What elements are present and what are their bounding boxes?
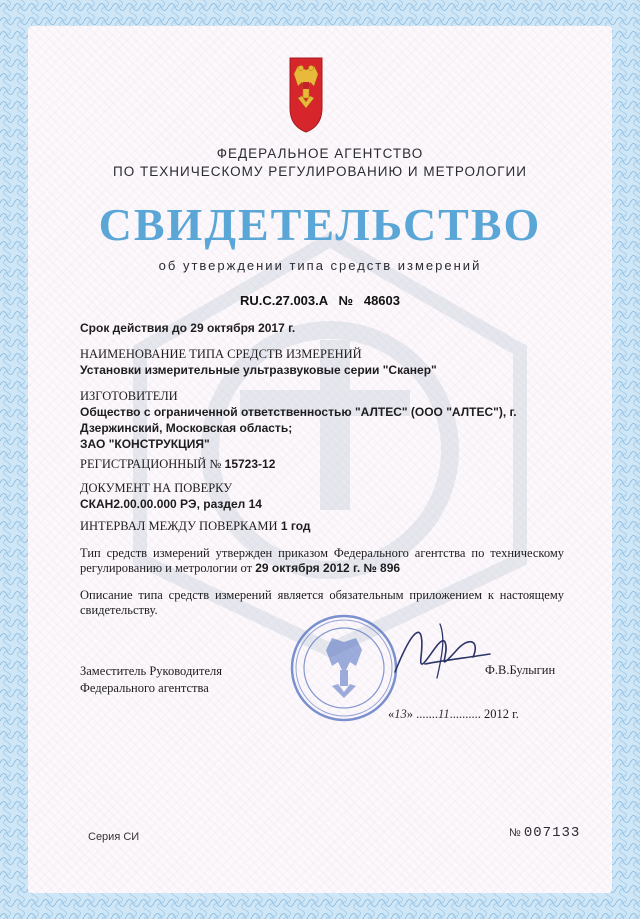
signatory-position — [80, 663, 222, 697]
manufacturer-line1: Общество с ограниченной ответственностью "АЛТЕС" (ООО "АЛТЕС"), г. — [80, 405, 517, 419]
certificate-number — [0, 293, 640, 308]
document-title: СВИДЕТЕЛЬСТВО — [98, 199, 542, 250]
interval-value: 1 год — [280, 519, 311, 533]
signature-year: 2012 г. — [483, 707, 519, 721]
form-number-value: 007133 — [523, 825, 581, 841]
manufacturer-line3: ЗАО "КОНСТРУКЦИЯ" — [80, 437, 210, 451]
verification-doc-value: СКАН2.00.00.000 РЭ, раздел 14 — [80, 497, 262, 511]
manufacturer-line2: Дзержинский, Московская область; — [80, 421, 293, 435]
signature-month: 11 — [438, 707, 450, 721]
document-subtitle: об утверждении типа средств измерений — [158, 258, 482, 273]
instrument-section — [80, 346, 580, 378]
signatory-name: Ф.В.Булыгин — [485, 663, 556, 677]
validity-label: Срок действия до — [80, 321, 187, 335]
certificate-id: RU.C.27.003.A — [239, 293, 328, 308]
certificate-serial: 48603 — [363, 293, 400, 308]
registration-value: 15723-12 — [224, 457, 276, 471]
official-seal-stamp — [288, 612, 400, 724]
description-note: Описание типа средств измерений является обязательным приложением к настоящему свидетельству. — [80, 588, 564, 617]
approval-order-number: № 896 — [363, 561, 401, 575]
manufacturers-section — [80, 388, 580, 452]
agency-name-line1: ФЕДЕРАЛЬНОЕ АГЕНТСТВО — [216, 146, 424, 161]
form-number-sign: № — [509, 827, 521, 839]
verification-doc-label: ДОКУМЕНТ НА ПОВЕРКУ — [80, 481, 233, 495]
approval-text: Тип средств измерений утвержден приказом Федерального агентства по техническому регулированию и метрологии от — [80, 546, 564, 575]
signatory-position-line1: Заместитель Руководителя — [80, 664, 222, 678]
signature-day: 13 — [394, 707, 407, 721]
approval-paragraph — [80, 546, 564, 576]
instrument-value: Установки измерительные ультразвуковые серии "Сканер" — [80, 363, 437, 377]
validity-date: 29 октября 2017 г. — [190, 321, 296, 335]
series-label: Серия СИ — [88, 831, 140, 843]
russian-coat-of-arms-icon — [288, 56, 324, 134]
registration-label: РЕГИСТРАЦИОННЫЙ № — [80, 457, 222, 471]
validity-row — [80, 320, 580, 336]
agency-name-line2: ПО ТЕХНИЧЕСКОМУ РЕГУЛИРОВАНИЮ И МЕТРОЛОГИИ — [113, 164, 527, 179]
interval-row — [80, 518, 580, 534]
form-number — [509, 825, 580, 841]
signatory-position-line2: Федерального агентства — [80, 681, 209, 695]
number-sign: № — [338, 293, 353, 308]
registration-row — [80, 456, 580, 472]
manufacturers-label: ИЗГОТОВИТЕЛИ — [80, 389, 178, 403]
instrument-label: НАИМЕНОВАНИЕ ТИПА СРЕДСТВ ИЗМЕРЕНИЙ — [80, 347, 362, 361]
handwritten-signature — [385, 612, 495, 694]
interval-label: ИНТЕРВАЛ МЕЖДУ ПОВЕРКАМИ — [80, 519, 278, 533]
approval-date: 29 октября 2012 г. — [255, 561, 361, 575]
verification-doc-section — [80, 480, 580, 512]
signature-date: «13» .......11.......... 2012 г. — [388, 707, 519, 721]
